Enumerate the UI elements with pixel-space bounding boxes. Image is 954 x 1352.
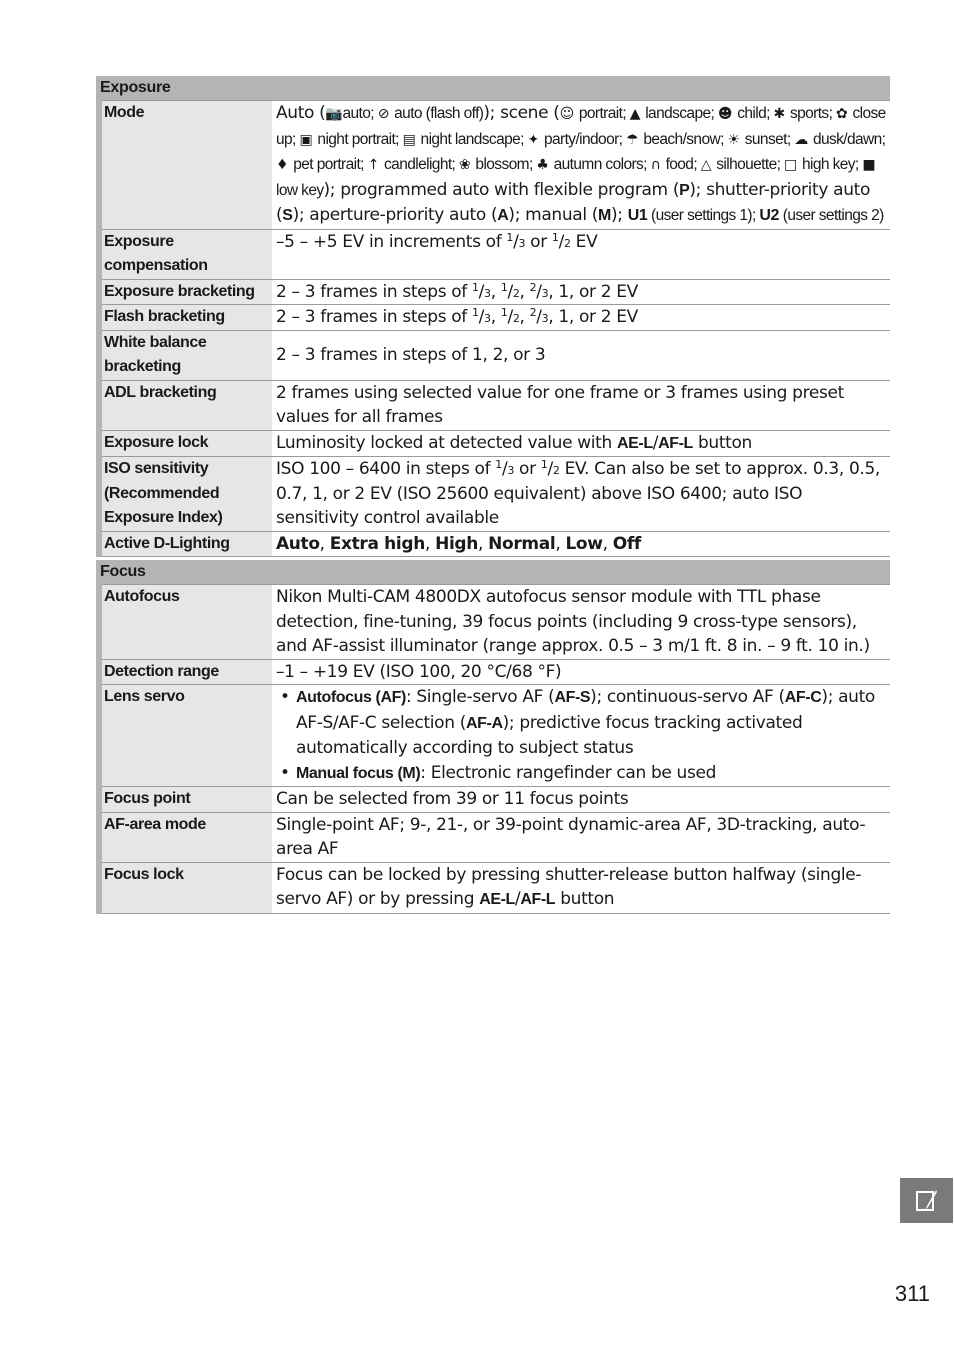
row-value: Nikon Multi-CAM 4800DX autofocus sensor module with TTL phase detection, fine-tuning, 39 focus points (including 9 cross-type sensors), and AF-assist illuminator (range approx. 0.5 – 3 m/1 ft. 8 in. – 9 ft. 10 in.) [276, 587, 870, 656]
section-focus [96, 584, 890, 914]
party-icon: ✦ [527, 131, 539, 148]
night-portrait-icon: ▣ [299, 131, 313, 148]
portrait-icon: ☺ [559, 106, 574, 122]
row-value: Luminosity locked at detected value with AE-L/AF-L button [276, 432, 752, 453]
row-label: Focus point [102, 787, 272, 812]
table-row-detection-range [102, 660, 890, 686]
blossom-icon: ❀ [458, 157, 471, 173]
section-header-exposure: Exposure [96, 76, 890, 100]
low-key-icon: ■ [862, 157, 876, 173]
row-value: –1 – +19 EV (ISO 100, 20 °C/68 °F) [276, 661, 562, 682]
list-item: • Manual focus (M): Electronic rangefinder can be used [296, 761, 888, 787]
row-label: Lens servo [102, 685, 272, 786]
table-row-focus-point [102, 787, 890, 813]
row-value: ISO 100 – 6400 in steps of $^1$/3 or $^1$/2 EV. Can also be set to approx. 0.3, 0.5, 0.7, 1, or 2 EV (ISO 25600 equivalent) above ISO 6400; auto ISO sensitivity control available [276, 458, 880, 528]
row-label: Autofocus [102, 585, 272, 659]
table-row-exposure-compensation [102, 230, 890, 280]
row-label: Exposure bracketing [102, 280, 272, 305]
night-landscape-icon: ▤ [402, 131, 416, 148]
row-value: Focus can be locked by pressing shutter-release button halfway (single-servo AF) or by pressing AE-L/AF-L button [276, 864, 862, 909]
table-row-lens-servo [102, 685, 890, 787]
row-label: White balance bracketing [102, 331, 272, 380]
row-value: Single-point AF; 9-, 21-, or 39-point dynamic-area AF, 3D-tracking, auto-area AF [276, 814, 866, 859]
pencil-icon-svg [914, 1188, 940, 1214]
row-label: Mode [102, 101, 272, 229]
high-key-icon: □ [784, 157, 797, 173]
silhouette-icon: △ [700, 157, 712, 173]
table-row-af-area-mode [102, 813, 890, 863]
row-value: Can be selected from 39 or 11 focus points [276, 789, 629, 809]
table-row-exposure-bracketing [102, 280, 890, 306]
bullet-list [276, 685, 888, 786]
table-row-mode [102, 100, 890, 230]
row-value: 2 – 3 frames in steps of $^1$/3, $^1$/2, $^2$/3, 1, or 2 EV [276, 280, 638, 302]
leaf-icon: ♣ [536, 157, 549, 173]
table-row-active-d-lighting [102, 532, 890, 558]
table-row-adl-bracketing [102, 381, 890, 431]
row-value-mode: Auto (📷auto; ⊘ auto (flash off)); scene (☺ portrait; ▲ landscape; ☻ child; ✱ sports; ✿ close up; ▣ night portrait; ▤ night landscape; ✦ party/indoor; ☂ beach/snow; ☀ sunset; ☁ dusk/dawn; ♦ pet portrait; ↑ candlelight; ❀ blossom; ♣ autumn colors; ∩ food; △ silhouette; □ high key; ■ low key); programmed auto with flexible program (P); shutter-priority auto (S); aperture-priority auto (A); manual (M); U1 (user settings 1); U2 (user settings 2) [276, 103, 886, 225]
table-row-autofocus [102, 584, 890, 660]
candle-icon: ↑ [367, 157, 379, 173]
specifications-table [96, 76, 890, 914]
row-label: Flash bracketing [102, 305, 272, 330]
dusk-icon: ☁ [794, 131, 808, 148]
section-exposure [96, 100, 890, 557]
row-label: AF-area mode [102, 813, 272, 862]
row-value: –5 – +5 EV in increments of $^1$/3 or $^1$/2 EV [276, 230, 598, 252]
landscape-icon: ▲ [629, 106, 641, 122]
beach-icon: ☂ [626, 131, 639, 148]
row-value: 2 frames using selected value for one frame or 3 frames using preset values for all frames [276, 382, 844, 427]
row-label: Exposure compensation [102, 230, 272, 279]
flash-off-icon: ⊘ [377, 106, 390, 122]
list-item: • Autofocus (AF): Single-servo AF (AF-S); continuous-servo AF (AF-C); auto AF-S/AF-C selection (AF-A); predictive focus tracking activated automatically according to subject status [296, 685, 888, 761]
table-row-focus-lock [102, 863, 890, 914]
pet-icon: ♦ [276, 157, 289, 173]
row-label: ADL bracketing [102, 381, 272, 430]
camera-icon: 📷 [325, 106, 343, 122]
page-number: 311 [894, 1281, 930, 1306]
food-icon: ∩ [650, 157, 661, 173]
row-value: Auto, Extra high, High, Normal, Low, Off [276, 533, 641, 554]
section-header-focus: Focus [96, 560, 890, 584]
row-label: ISO sensitivity (Recommended Exposure Index) [102, 457, 272, 531]
row-value: 2 – 3 frames in steps of $^1$/3, $^1$/2, $^2$/3, 1, or 2 EV [276, 306, 638, 327]
row-label: Focus lock [102, 863, 272, 913]
row-value: 2 – 3 frames in steps of 1, 2, or 3 [276, 344, 546, 365]
row-value [272, 685, 890, 786]
pencil-icon [900, 1178, 953, 1223]
table-row-iso-sensitivity [102, 457, 890, 532]
row-label: Detection range [102, 660, 272, 685]
child-icon: ☻ [717, 106, 733, 122]
row-label: Exposure lock [102, 431, 272, 457]
row-label: Active D-Lighting [102, 532, 272, 557]
sunset-icon: ☀ [727, 131, 740, 148]
table-row-white-balance-bracketing [102, 331, 890, 381]
sports-icon: ✱ [773, 106, 785, 122]
table-row-flash-bracketing [102, 305, 890, 331]
flower-icon: ✿ [836, 106, 848, 122]
table-row-exposure-lock [102, 431, 890, 458]
